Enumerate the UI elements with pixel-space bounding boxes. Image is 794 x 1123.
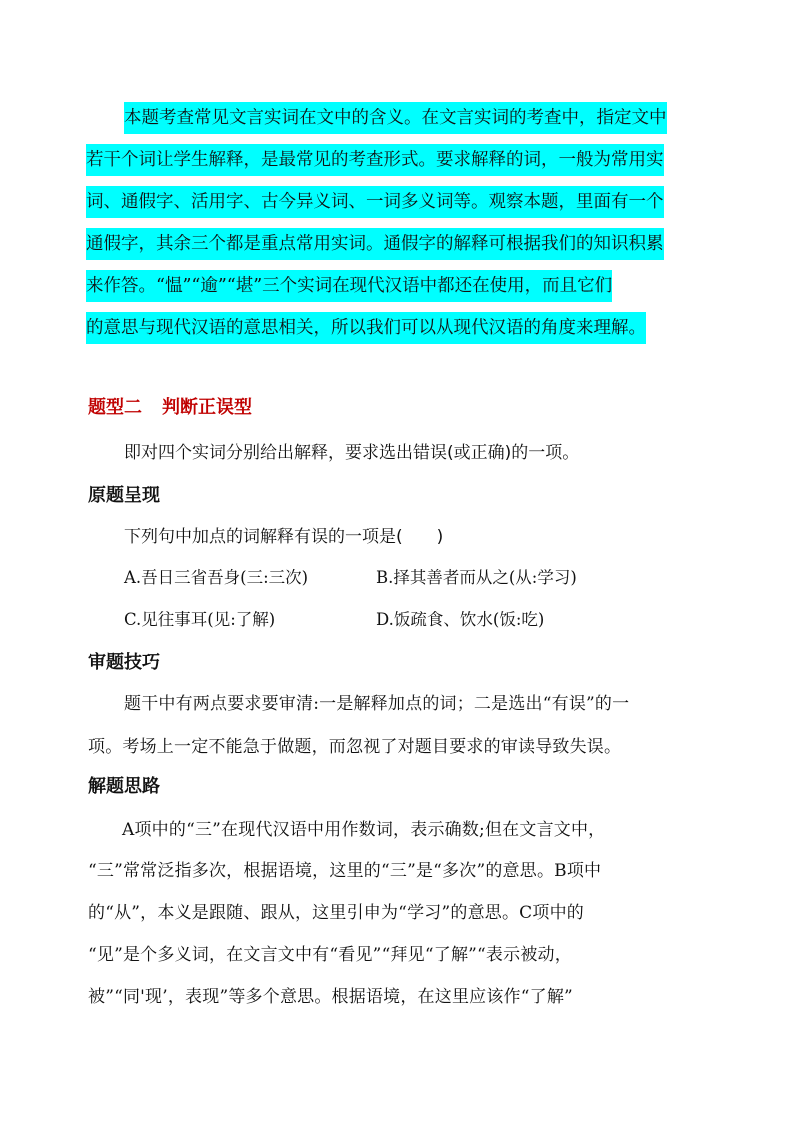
original-question-heading: 原题呈现 (88, 485, 160, 506)
solution-line: 被”“同'现’，表现”等多个意思。根据语境，在这里应该作“了解” (88, 987, 573, 1007)
question-stem: 下列句中加点的词解释有误的一项是( ) (124, 527, 444, 547)
option-b: B.择其善者而从之(从:学习) (376, 568, 577, 587)
section-description: 即对四个实词分别给出解释，要求选出错误(或正确)的一项。 (124, 443, 580, 463)
paragraph-line: 词、通假字、活用字、古今异义词、一词多义词等。观察本题，里面有一个 (86, 181, 708, 223)
option-a: A.吾日三省吾身(三:三次) (124, 568, 309, 587)
solution-line: “三”常常泛指多次，根据语境，这里的“三”是“多次”的意思。B项中 (88, 861, 602, 881)
review-skills-heading: 审题技巧 (88, 652, 160, 673)
option-c: C.见往事耳(见:了解) (124, 610, 276, 629)
section-title: 题型二 (88, 397, 142, 418)
review-skills-line: 题干中有两点要求要审清:一是解释加点的词；二是选出“有误”的一 (124, 694, 630, 714)
solution-line: 的“从”，本义是跟随、跟从，这里引申为“学习”的意思。C项中的 (88, 903, 584, 923)
section-heading (88, 393, 252, 419)
paragraph-line: 的意思与现代汉语的意思相关，所以我们可以从现代汉语的角度来理解。 (86, 307, 708, 349)
section-subtitle: 判断正误型 (162, 397, 252, 418)
solution-line: A项中的“三”在现代汉语中用作数词，表示确数;但在文言文中， (122, 820, 606, 840)
option-d: D.饭疏食、饮水(饭:吃) (376, 610, 545, 629)
paragraph-line: 本题考查常见文言实词在文中的含义。在文言实词的考查中，指定文中 (124, 97, 708, 139)
review-skills-line: 项。考场上一定不能急于做题，而忽视了对题目要求的审读导致失误。 (88, 737, 622, 757)
solution-line: “见”是个多义词，在文言文中有“看见”“拜见“了解”“表示被动， (88, 945, 572, 965)
paragraph-line: 若干个词让学生解释，是最常见的考查形式。要求解释的词，一般为常用实 (86, 139, 708, 181)
solution-approach-heading: 解题思路 (88, 776, 160, 797)
paragraph-line: 通假字，其余三个都是重点常用实词。通假字的解释可根据我们的知识积累 (86, 223, 708, 265)
paragraph-line: 来作答。“愠”“逾”“堪”三个实词在现代汉语中都还在使用，而且它们 (86, 265, 708, 307)
